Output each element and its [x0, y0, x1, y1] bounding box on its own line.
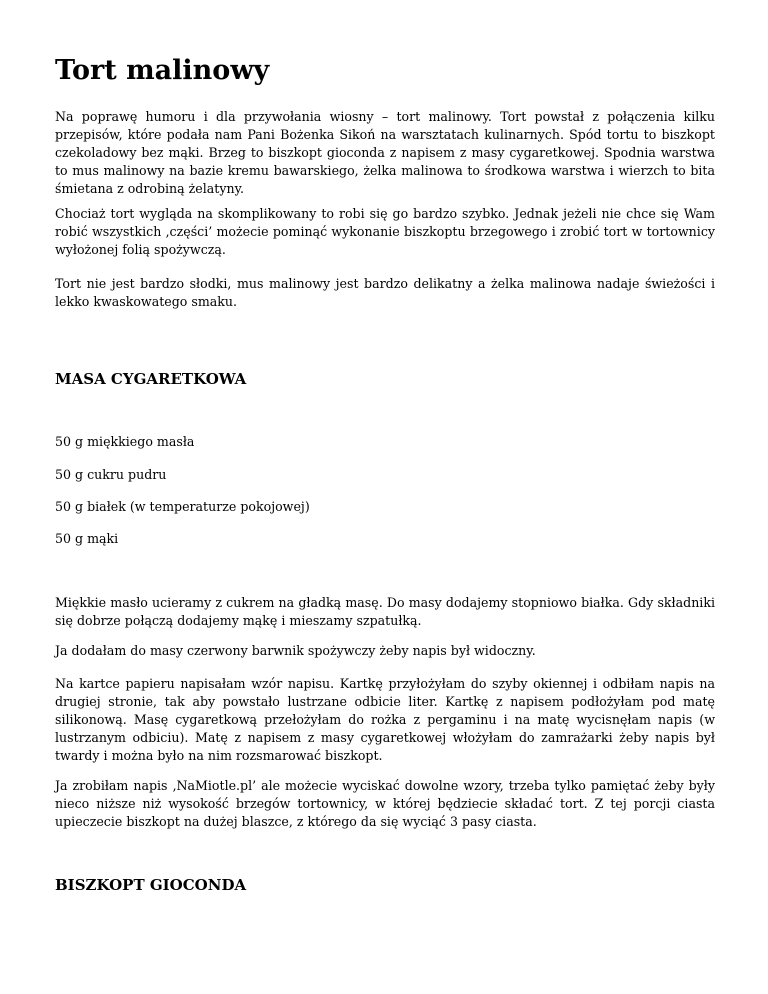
method-paragraph-3: Na kartce papieru napisałam wzór napisu. Kartkę przyłożyłam do szyby okiennej i odbiłam napis na drugiej stronie, tak aby powstało lustrzane odbicie liter. Kartkę z napisem podłożyłam pod matę silikonową. Masę cygaretkową przełożyłam do rożka z pergaminu i na matę wycisnęłam napis (w lustrzanym odbiciu). Matę z napisem z masy cygaretkowej włożyłam do zamrażarki żeby napis był twardy i można było na nim rozsmarować biszkopt.	[55, 676, 715, 763]
intro-paragraph-2: Chociaż tort wygląda na skomplikowany to robi się go bardzo szybko. Jednak jeżeli nie chce się Wam robić wszystkich ‚części’ możecie pominąć wykonanie biszkoptu brzegowego i zrobić tort w tortownicy wyłożonej folią spożywczą.	[55, 206, 715, 257]
page-title: Tort malinowy	[55, 55, 270, 86]
method-paragraph-2: Ja dodałam do masy czerwony barwnik spożywczy żeby napis był widoczny.	[55, 643, 536, 658]
ingredient-item: 50 g cukru pudru	[55, 467, 167, 482]
method-paragraph-1: Miękkie masło ucieramy z cukrem na gładką masę. Do masy dodajemy stopniowo białka. Gdy składniki się dobrze połączą dodajemy mąkę i mieszamy szpatułką.	[55, 595, 715, 628]
intro-paragraph-1: Na poprawę humoru i dla przywołania wiosny – tort malinowy. Tort powstał z połączenia kilku przepisów, które podała nam Pani Bożenka Sikoń na warsztatach kulinarnych. Spód tortu to biszkopt czekoladowy bez mąki. Brzeg to biszkopt gioconda z napisem z masy cygaretkowej. Spodnia warstwa to mus malinowy na bazie kremu bawarskiego, żelka malinowa to środkowa warstwa i wierzch to bita śmietana z odrobiną żelatyny.	[55, 109, 715, 196]
ingredient-item: 50 g białek (w temperaturze pokojowej)	[55, 499, 310, 514]
section-heading-masa-cygaretkowa: MASA CYGARETKOWA	[55, 370, 247, 388]
ingredient-item: 50 g miękkiego masła	[55, 434, 195, 449]
method-paragraph-4: Ja zrobiłam napis ‚NaMiotle.pl’ ale możecie wyciskać dowolne wzory, trzeba tylko pamiętać żeby były nieco niższe niż wysokość brzegów tortownicy, w której będziecie składać tort. Z tej porcji ciasta upieczecie biszkopt na dużej blaszce, z którego da się wyciąć 3 pasy ciasta.	[55, 778, 715, 829]
ingredient-item: 50 g mąki	[55, 531, 119, 546]
section-heading-biszkopt-gioconda: BISZKOPT GIOCONDA	[55, 876, 247, 894]
intro-paragraph-3: Tort nie jest bardzo słodki, mus malinowy jest bardzo delikatny a żelka malinowa nadaje świeżości i lekko kwaskowatego smaku.	[55, 276, 715, 309]
